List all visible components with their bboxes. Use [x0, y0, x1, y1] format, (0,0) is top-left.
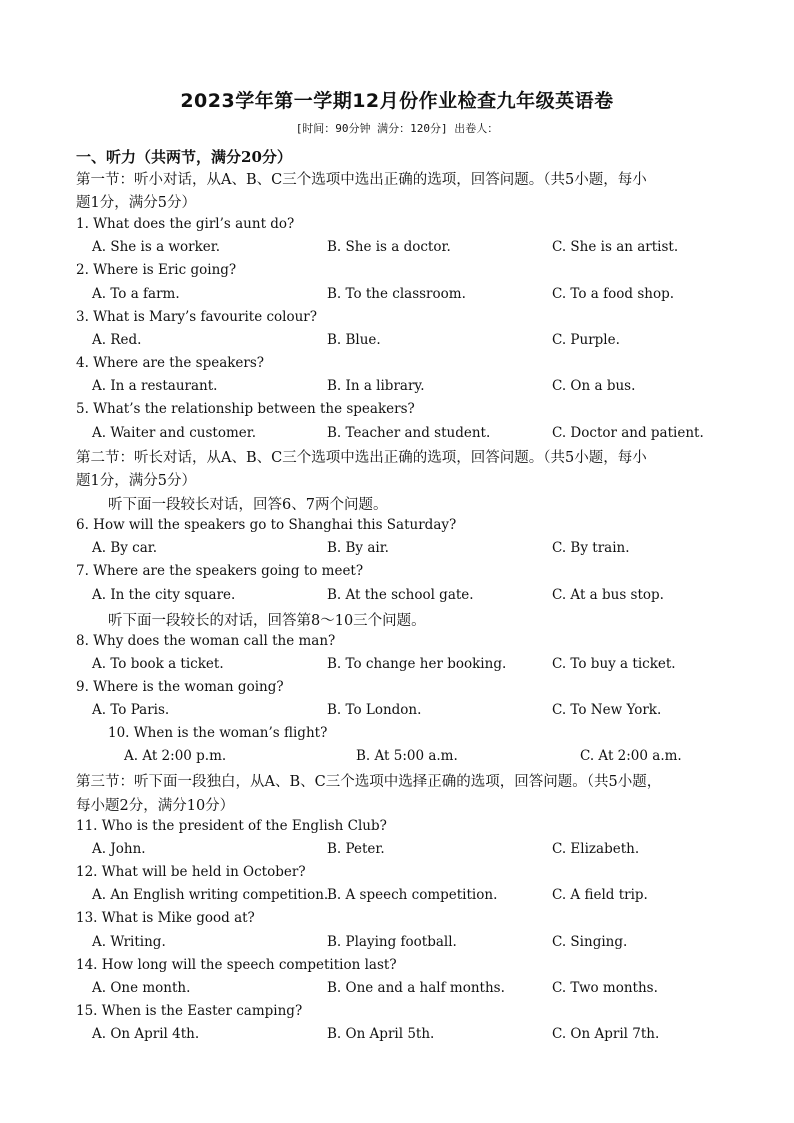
option-c: C. Purple. [552, 332, 620, 348]
question-12: 12. What will be held in October? [76, 864, 306, 880]
option-b: B. A speech competition. [327, 887, 498, 903]
option-c: C. At 2:00 a.m. [580, 748, 682, 764]
option-b: B. Teacher and student. [327, 425, 491, 441]
part2-intro-2: 听下面一段较长的对话，回答第8～10三个问题。 [108, 613, 426, 629]
option-a: A. She is a worker. [92, 239, 220, 255]
question-10: 10. When is the woman’s flight? [108, 725, 328, 741]
option-b: B. To the classroom. [327, 286, 466, 302]
part2-instruction-cont: 题1分，满分5分） [76, 473, 196, 489]
option-b: B. At 5:00 a.m. [356, 748, 458, 764]
option-b: B. In a library. [327, 378, 425, 394]
option-a: A. John. [92, 841, 146, 857]
option-c: C. By train. [552, 540, 630, 556]
option-a: A. To a farm. [92, 286, 180, 302]
question-11: 11. Who is the president of the English Club? [76, 818, 387, 834]
question-8: 8. Why does the woman call the man? [76, 633, 336, 649]
part1-instruction: 第一节：听小对话，从A、B、C三个选项中选出正确的选项，回答问题。（共5小题，每小 [76, 172, 647, 188]
part3-instruction-cont: 每小题2分，满分10分） [76, 798, 235, 814]
option-a: A. Writing. [92, 934, 166, 950]
option-c: C. Elizabeth. [552, 841, 640, 857]
question-4: 4. Where are the speakers? [76, 355, 265, 371]
option-c: C. Singing. [552, 934, 628, 950]
option-b: B. Playing football. [327, 934, 457, 950]
option-b: B. At the school gate. [327, 587, 474, 603]
question-14: 14. How long will the speech competition last? [76, 957, 397, 973]
option-b: B. Blue. [327, 332, 381, 348]
question-6: 6. How will the speakers go to Shanghai this Saturday? [76, 517, 457, 533]
exam-subtitle: [时间：90分钟 满分：120分] 出卷人： [295, 122, 499, 135]
option-a: A. Waiter and customer. [92, 425, 257, 441]
exam-title: 2023学年第一学期12月份作业检查九年级英语卷 [180, 90, 614, 112]
question-15: 15. When is the Easter camping? [76, 1003, 303, 1019]
question-3: 3. What is Mary’s favourite colour? [76, 309, 317, 325]
question-7: 7. Where are the speakers going to meet? [76, 563, 364, 579]
option-b: B. On April 5th. [327, 1026, 435, 1042]
question-1: 1. What does the girl’s aunt do? [76, 216, 295, 232]
option-c: C. To a food shop. [552, 286, 675, 302]
option-c: C. To buy a ticket. [552, 656, 676, 672]
part3-instruction: 第三节：听下面一段独白，从A、B、C三个选项中选择正确的选项，回答问题。（共5小题， [76, 774, 662, 790]
option-a: A. To Paris. [92, 702, 170, 718]
option-c: C. She is an artist. [552, 239, 679, 255]
option-a: A. In the city square. [92, 587, 236, 603]
question-5: 5. What’s the relationship between the speakers? [76, 401, 415, 417]
option-b: B. She is a doctor. [327, 239, 451, 255]
option-a: A. An English writing competition. [92, 887, 329, 903]
option-a: A. On April 4th. [92, 1026, 200, 1042]
part2-intro: 听下面一段较长对话，回答6、7两个问题。 [108, 497, 388, 513]
option-b: B. By air. [327, 540, 389, 556]
question-9: 9. Where is the woman going? [76, 679, 284, 695]
option-a: A. To book a ticket. [92, 656, 224, 672]
option-b: B. To London. [327, 702, 422, 718]
option-b: B. To change her booking. [327, 656, 507, 672]
option-a: A. Red. [92, 332, 142, 348]
question-2: 2. Where is Eric going? [76, 262, 237, 278]
option-c: C. A field trip. [552, 887, 648, 903]
question-13: 13. What is Mike good at? [76, 910, 255, 926]
section-heading: 一、听力（共两节，满分20分） [76, 148, 292, 166]
option-b: B. One and a half months. [327, 980, 505, 996]
part1-instruction-cont: 题1分，满分5分） [76, 195, 196, 211]
option-c: C. Doctor and patient. [552, 425, 704, 441]
option-c: C. At a bus stop. [552, 587, 664, 603]
part2-instruction: 第二节：听长对话，从A、B、C三个选项中选出正确的选项，回答问题。（共5小题，每小 [76, 450, 647, 466]
option-a: A. One month. [92, 980, 191, 996]
option-c: C. To New York. [552, 702, 662, 718]
option-a: A. In a restaurant. [92, 378, 218, 394]
option-a: A. At 2:00 p.m. [124, 748, 227, 764]
option-c: C. On April 7th. [552, 1026, 660, 1042]
option-c: C. On a bus. [552, 378, 636, 394]
option-b: B. Peter. [327, 841, 385, 857]
option-c: C. Two months. [552, 980, 658, 996]
option-a: A. By car. [92, 540, 158, 556]
